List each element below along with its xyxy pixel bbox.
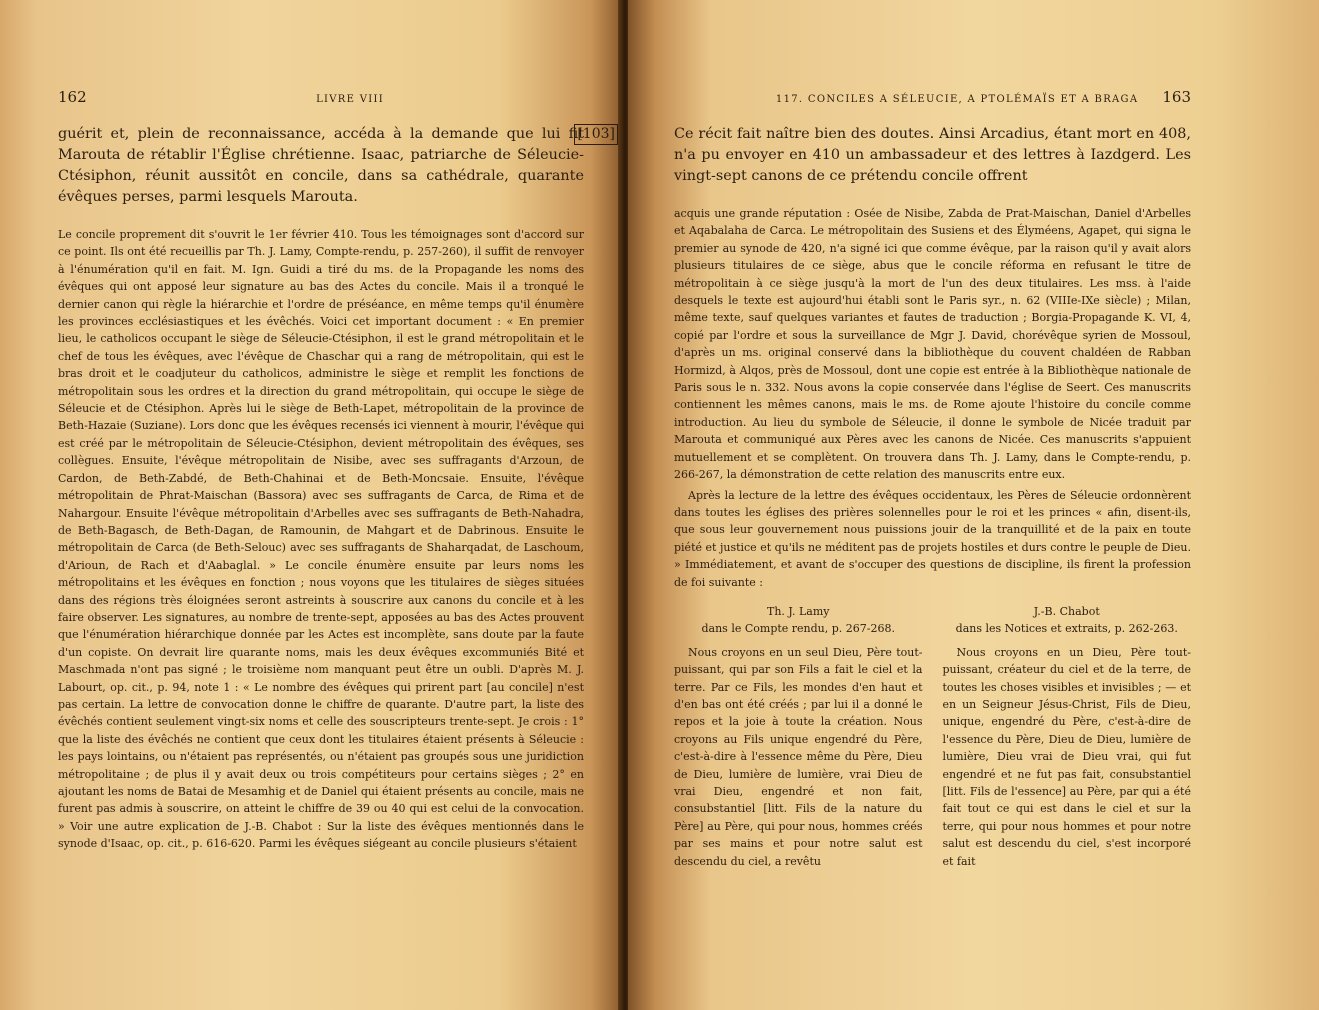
column-heading: Th. J. Lamy [767, 604, 830, 618]
right-page [628, 0, 1319, 1010]
left-footnote-paragraph: Le concile proprement dit s'ouvrit le 1er février 410. Tous les témoignages sont d'accord sur ce point. Ils ont été recueillis par Th. J. Lamy, Compte-rendu, p. 257-260), il suffit de renvoyer à l'énumération qu'il en fait. M. Ign. Guidi a tiré du ms. de la Propagande les noms des évêques qui ont apposé leur signature au bas des Actes du concile. Mais il a tronqué le dernier canon qui règle la hiérarchie et l'ordre de préséance, en même temps qu'il énumère les provinces ecclésiastiques et les évêchés. Voici cet important document : « En premier lieu, le catholicos occupant le siège de Séleucie-Ctésiphon, il est le grand métropolitain et le chef de tous les évêques, avec l'évêque de Chaschar qui a rang de métropolitain, qui est le bras droit et le coadjuteur du catholicos, administre le siège et remplit les fonctions de métropolitain sous les ordres et la direction du grand métropolitain, qui occupe le siège de Séleucie et de Ctésiphon. Après lui le siège de Beth-Lapet, métropolitain de la province de Beth-Hazaie (Suziane). Lors donc que les évêques recensés ici viennent à mourir, l'évêque qui est créé par le métropolitain de Séleucie-Ctésiphon, devient métropolitain des évêques, ses collègues. Ensuite, l'évêque métropolitain de Nisibe, avec ses suffragants d'Arzoun, de Cardon, de Beth-Zabdé, de Beth-Chahinai et de Beth-Moncsaie. Ensuite, l'évêque métropolitain de Phrat-Maischan (Bassora) avec ses suffragants de Carca, de Rima et de Nahargour. Ensuite l'évêque métropolitain d'Arbelles avec ses suffragants de Beth-Nahadra, de Beth-Bagasch, de Beth-Dagan, de Ramounin, de Mahgart et de Dabrinous. Ensuite le métropolitain de Carca (de Beth-Selouc) avec ses suffragants de Shaharqadat, de Laschoum, d'Arioun, de Rach et d'Aabaglal. » Le concile énumère ensuite par leurs noms les métropolitains et les évêques en fonction ; nous voyons que les titulaires de sièges situées dans des régions très éloignées seront astreints à souscrire aux canons du concile et à les faire observer. Les signatures, au nombre de trente-sept, apposées au bas des Actes prouvent que l'énumération hiérarchique donnée par les Actes est incomplète, sans doute par la faute d'un copiste. On devrait lire quarante noms, mais les deux évêques excommuniés Bité et Maschmada n'ont pas signé ; le troisième nom manquant peut être un oubli. D'après M. J. Labourt, op. cit., p. 94, note 1 : « Le nombre des évêques qui prirent part [au concile] n'est pas certain. La lettre de convocation donne le chiffre de quarante. D'autre part, la liste des évêchés contient seulement vingt-six noms et celle des souscripteurs trente-sept. Je crois : 1° que la liste des évêchés ne contient que ceux dont les titulaires étaient présents à Séleucie : les pays lointains, ou n'étaient pas représentés, ou n'étaient pas groupés sous une juridiction métropolitaine ; de plus il y avait deux ou trois compétiteurs pour certains sièges ; 2° en ajoutant les noms de Batai de Mesamhig et de Daniel qui étaient présents au concile, mais ne furent pas admis à souscrire, on atteint le chiffre de 39 ou 40 qui est celui de la convocation. » Voir une autre explication de J.-B. Chabot : Sur la liste des évêques mentionnés dans le synode d'Isaac, op. cit., p. 616-620. Parmi les évêques siégeant au concile plusieurs s'étaient [58, 228, 584, 851]
left-main-paragraph: guérit et, plein de reconnaissance, accéda à la demande que lui fit Marouta de rétablir l'Église chrétienne. Isaac, patriarche de Séleucie-Ctésiphon, réunit aussitôt en concile, dans sa cathédrale, quarante évêques perses, parmi lesquels Marouta. [58, 126, 584, 205]
creed-columns [674, 603, 1191, 870]
creed-column-chabot [943, 603, 1192, 870]
right-footnote-paragraph-2: Après la lecture de la lettre des évêques occidentaux, les Pères de Séleucie ordonnèrent dans toutes les églises des prières solennelles pour le roi et les princes « afin, disent-ils, que sous leur gouvernement nous puissions jouir de la tranquillité et de la paix en toute piété et justice et qu'ils ne méditent pas de projets hostiles et durs contre le peuple de Dieu. » Immédiatement, et avant de s'occuper des questions de discipline, ils firent la profession de foi suivante : [674, 488, 1191, 589]
right-footnote [674, 205, 1191, 591]
column-source: dans le Compte rendu, p. 267-268. [701, 622, 895, 636]
left-folio: 162 [58, 88, 87, 106]
left-running-head [58, 88, 584, 114]
right-main-text [674, 124, 1191, 187]
margin-reference: [103] [574, 124, 618, 145]
column-text: Nous croyons en un Dieu, Père tout-puissant, créateur du ciel et de la terre, de toutes les choses visibles et invisibles ; — et en un Seigneur Jésus-Christ, Fils de Dieu, unique, engendré du Père, c'est-à-dire de l'essence du Père, Dieu de Dieu, lumière de lumière, Dieu vrai de Dieu vrai, qui fut engendré et ne fut pas fait, consubstantiel [litt. Fils de l'essence] au Père, par qui a été fait tout ce qui est dans le ciel et sur la terre, qui pour nous hommes et pour notre salut est descendu du ciel, s'est incorporé et fait [942, 645, 1191, 868]
creed-column-lamy [674, 603, 923, 870]
right-folio: 163 [1162, 88, 1191, 106]
column-heading: J.-B. Chabot [1033, 604, 1100, 618]
left-main-text [58, 124, 615, 208]
right-footnote-paragraph-1: acquis une grande réputation : Osée de Nisibe, Zabda de Prat-Maischan, Daniel d'Arbelles et Aqabalaha de Carca. Le métropolitain des Susiens et des Élyméens, Agapet, qui signa le premier au synode de 420, n'a signé ici que comme évêque, par la raison qu'il y avait alors plusieurs titulaires de ce siège, abus que le concile réforma en refusant le titre de métropolitain à ce siège jusqu'à la mort de l'un des deux titulaires. Les mss. à l'aide desquels le texte est aujourd'hui établi sont le Paris syr., n. 62 (VIIIe-IXe siècle) ; Milan, même texte, sauf quelques variantes et fautes de traduction ; Borgia-Propagande K. VI, 4, copié par l'ordre et sous la surveillance de Mgr J. David, chorévêque syrien de Mossoul, d'après un ms. original conservé dans la bibliothèque du couvent chaldéen de Rabban Hormizd, à Alqos, près de Mossoul, dont une copie est entrée à la Bibliothèque nationale de Paris sous le n. 332. Nous avons la copie conservée dans l'église de Seert. Ces manuscrits contiennent les mêmes canons, mais le ms. de Rome ajoute l'histoire du concile comme introduction. Au lieu du symbole de Séleucie, il donne le symbole de Nicée traduit par Marouta et communiqué aux Pères avec les canons de Nicée. Ces manuscrits s'appuient mutuellement et se complètent. On trouvera dans Th. J. Lamy, dans le Compte-rendu, p. 266-267, la démonstration de cette relation des manuscrits entre eux. [674, 207, 1191, 482]
column-text: Nous croyons en un seul Dieu, Père tout-puissant, qui par son Fils a fait le ciel et la terre. Par ce Fils, les mondes d'en haut et d'en bas ont été créés ; par lui il a donné le repos et la joie à toute la création. Nous croyons au Fils unique engendré du Père, c'est-à-dire à l'essence même du Père, Dieu de Dieu, lumière de lumière, vrai Dieu de vrai Dieu, engendré et non fait, consubstantiel [litt. Fils de la nature du Père] au Père, qui pour nous, hommes créés par ses mains et pour notre salut est descendu du ciel, a revêtu [674, 645, 923, 868]
left-footnote [58, 226, 584, 853]
left-page [0, 0, 622, 1010]
column-source: dans les Notices et extraits, p. 262-263. [955, 622, 1178, 636]
right-main-paragraph: Ce récit fait naître bien des doutes. Ainsi Arcadius, étant mort en 408, n'a pu envoyer en 410 un ambassadeur et des lettres à Iazdgerd. Les vingt-sept canons de ce prétendu concile offrent [674, 126, 1191, 184]
right-running-title: 117. CONCILES A SÉLEUCIE, A PTOLÉMAÏS ET A BRAGA [775, 94, 1139, 105]
left-running-title: LIVRE VIII [316, 94, 384, 105]
right-running-head [674, 88, 1191, 114]
